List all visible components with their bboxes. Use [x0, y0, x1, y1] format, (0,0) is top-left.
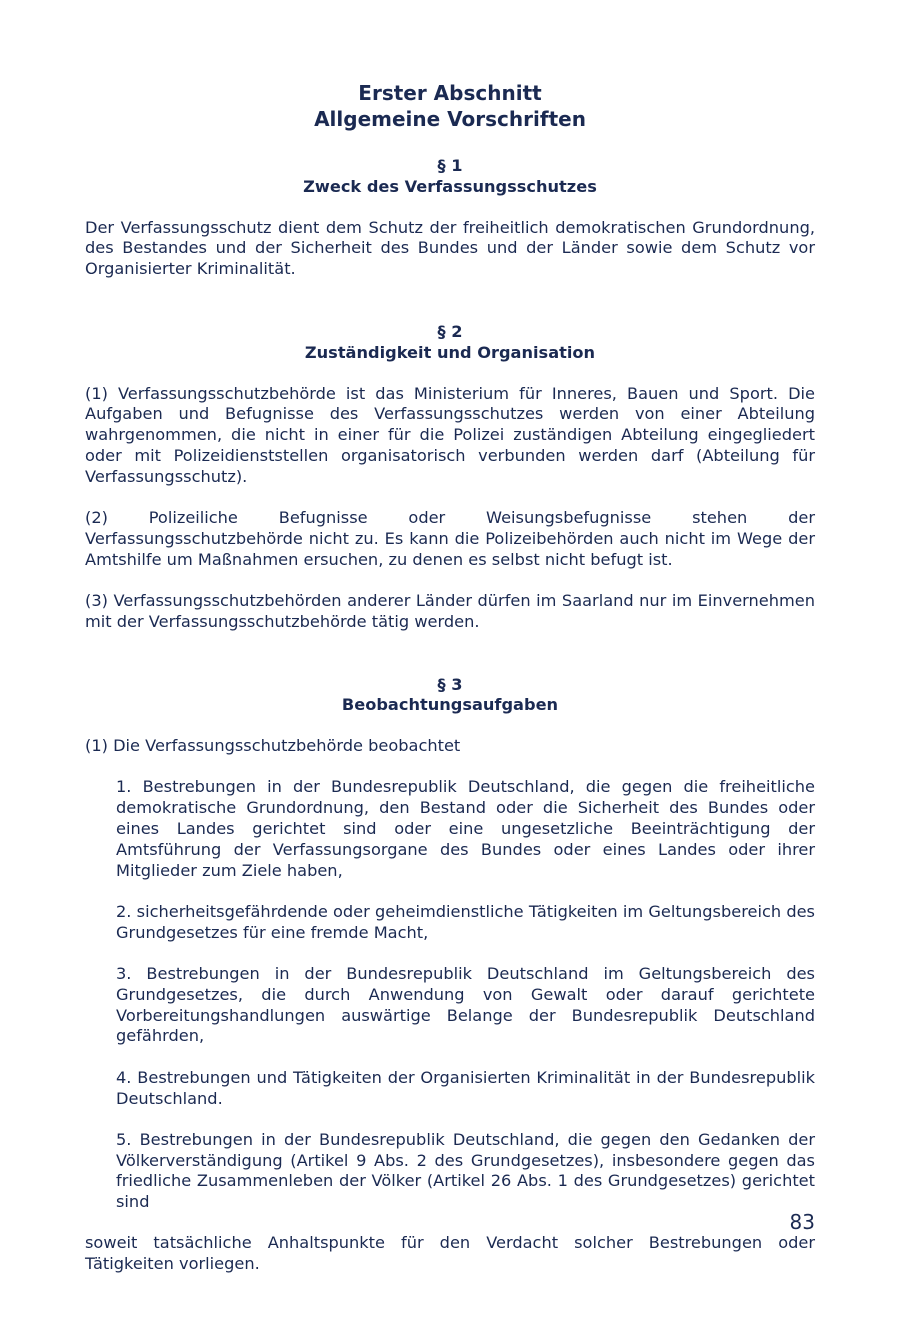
chapter-title: Erster Abschnitt — [358, 81, 542, 105]
section-2 — [85, 322, 815, 633]
section-intro: (1) Die Verfassungsschutzbehörde beobachtet — [85, 736, 461, 756]
section-number: § 3 — [437, 674, 463, 694]
section-paragraph: (2) Polizeiliche Befugnisse oder Weisungsbefugnisse stehen der Verfassungsschutzbehörde nicht zu. Es kann die Polizeibehörden auch nicht im Wege der Amtshilfe um Maßnahmen ersuchen, zu denen es selbst nicht befugt ist. — [85, 508, 815, 569]
section-number: § 2 — [437, 321, 463, 341]
section-3 — [85, 675, 815, 1276]
list-item: 5. Bestrebungen in der Bundesrepublik Deutschland, die gegen den Gedanken der Völkerverständigung (Artikel 9 Abs. 2 des Grundgesetzes), insbesondere gegen das friedliche Zusammenleben der Völker (Artikel 26 Abs. 1 des Grundgesetzes) gerichtet sind — [116, 1129, 815, 1212]
document-page — [85, 80, 815, 1317]
chapter-subtitle: Allgemeine Vorschriften — [314, 107, 586, 131]
section-paragraph: (1) Verfassungsschutzbehörde ist das Ministerium für Inneres, Bauen und Sport. Die Aufgaben und Befugnisse des Verfassungsschutzes werden von einer Abteilung wahrgenommen, die nicht in einer für die Polizei zuständigen Abteilung eingegliedert oder mit Polizeidienststellen organisatorisch verbunden werden darf (Abteilung für Verfassungsschutz). — [85, 383, 815, 486]
list-item: 3. Bestrebungen in der Bundesrepublik Deutschland im Geltungsbereich des Grundgesetzes, die durch Anwendung von Gewalt oder darauf gerichtete Vorbereitungshandlungen auswärtige Belange der Bundesrepublik Deutschland gefährden, — [116, 964, 815, 1046]
page-number: 83 — [789, 1210, 815, 1234]
section-paragraph: Der Verfassungsschutz dient dem Schutz der freiheitlich demokratischen Grundordnung, des Bestandes und der Sicherheit des Bundes und der Länder sowie dem Schutz vor Organisierter Kriminalität. — [85, 217, 815, 279]
section-title: Beobachtungsaufgaben — [341, 695, 559, 715]
section-closing: soweit tatsächliche Anhaltspunkte für den Verdacht solcher Bestrebungen oder Tätigkeiten vorliegen. — [85, 1233, 815, 1274]
list-item: 2. sicherheitsgefährdende oder geheimdienstliche Tätigkeiten im Geltungsbereich des Grundgesetzes für eine fremde Macht, — [116, 901, 815, 942]
section-paragraph: (3) Verfassungsschutzbehörden anderer Länder dürfen im Saarland nur im Einvernehmen mit der Verfassungsschutzbehörde tätig werden. — [85, 590, 815, 631]
section-title: Zuständigkeit und Organisation — [304, 342, 596, 362]
section-title: Zweck des Verfassungsschutzes — [303, 176, 597, 196]
list-item: 4. Bestrebungen und Tätigkeiten der Organisierten Kriminalität in der Bundesrepublik Deutschland. — [116, 1067, 815, 1108]
section-number: § 1 — [437, 156, 463, 175]
list-item: 1. Bestrebungen in der Bundesrepublik Deutschland, die gegen die freiheitliche demokratische Grundordnung, den Bestand oder die Sicherheit des Bundes oder eines Landes gerichtet sind oder eine ungesetzliche Beeinträchtigung der Amtsführung der Verfassungsorgane des Bundes oder eines Landes oder ihrer Mitglieder zum Ziele haben, — [116, 777, 815, 880]
section-1 — [85, 156, 815, 280]
